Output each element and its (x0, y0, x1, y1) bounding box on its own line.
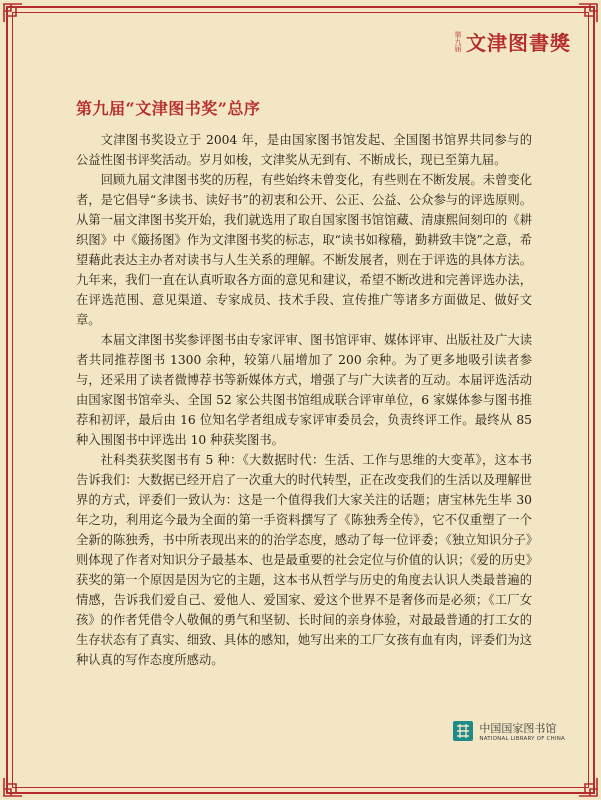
paragraph-4: 社科类获奖图书有 5 种：《大数据时代：生活、工作与思维的大变革》，这本书告诉我们：大数据已经开启了一次重大的时代转型，正在改变我们的生活以及理解世界的方式，评委们一致认为：这是一个值得我们大家关注的话题；唐宝林先生毕 30 年之功，利用迄今最为全面的第一手资料撰写了《陈独秀全传》，它不仅重塑了一个全新的陈独秀，书中所表现出来的的治学态度，感动了每一位评委；《独立知识分子》则体现了作者对知识分子最基本、也是最重要的社会定位与价值的认识；《爱的历史》获奖的第一个原因是因为它的主题，这本书从哲学与历史的角度去认识人类最普遍的情感，告诉我们爱自己、爱他人、爱国家、爱这个世界不是奢侈而是必须；《工厂女孩》的作者凭借令人敬佩的勇气和坚韧、长时间的亲身体验，对最最普通的打工女的生存状态有了真实、细致、具体的感知，她写出来的工厂女孩有血有肉，评委们为这种认真的写作态度所感动。 (76, 453, 532, 667)
paragraph-3: 本届文津图书奖参评图书由专家评审、图书馆评审、媒体评审、出版社及广大读者共同推荐图书 1300 余种，较第八届增加了 200 余种。为了更多地吸引读者参与，还采用了读者微博荐书等新媒体方式，增强了与广大读者的互动。本届评选活动由国家图书馆牵头、全国 52 家公共图书馆组成联合评审单位，6 家媒体参与图书推荐和初评，最后由 16 位知名学者组成专家评审委员会，负责终评工作。最终从 85 种入围图书中评选出 10 种获奖图书。 (76, 333, 532, 447)
library-name-cn: 中国国家图书馆 (479, 722, 557, 735)
library-emblem-icon (452, 720, 474, 742)
brand-name: 文津图書獎 (466, 30, 571, 55)
paragraph-1: 文津图书奖设立于 2004 年，是由国家图书馆发起、全国图书馆界共同参与的公益性图书评奖活动。岁月如梭，文津奖从无到有、不断成长，现已至第九届。 (76, 133, 532, 167)
corner-ornament-icon (2, 776, 24, 798)
brand-edition-label: 第九届 (454, 30, 462, 52)
library-logo (452, 720, 565, 742)
paragraph-2: 回顾九届文津图书奖的历程，有些始终未曾变化，有些则在不断发展。未曾变化者，是它倡导“多读书、读好书”的初衷和公开、公正、公益、公众参与的评选原则。从第一届文津图书奖开始，我们就选用了取自国家图书馆馆藏、清康熙间刻印的《耕织图》中《簸扬图》作为文津图书奖的标志，取“读书如稼穑，勤耕致丰饶”之意，希望藉此表达主办者对读书与人生关系的理解。不断发展者，则在于评选的具体方法。九年来，我们一直在认真听取各方面的意见和建议，希望不断改进和完善评选办法，在评选范围、意见渠道、专家成员、技术手段、宣传推广等诸多方面做足、做好文章。 (76, 173, 532, 327)
page-title: 第九届“文津图书奖”总序 (76, 99, 261, 118)
corner-ornament-icon (577, 776, 599, 798)
preface-body (76, 130, 532, 670)
corner-ornament-icon (2, 2, 24, 24)
library-name-en: NATIONAL LIBRARY OF CHINA (479, 736, 565, 742)
corner-ornament-icon (577, 2, 599, 24)
brand-header (454, 26, 571, 56)
